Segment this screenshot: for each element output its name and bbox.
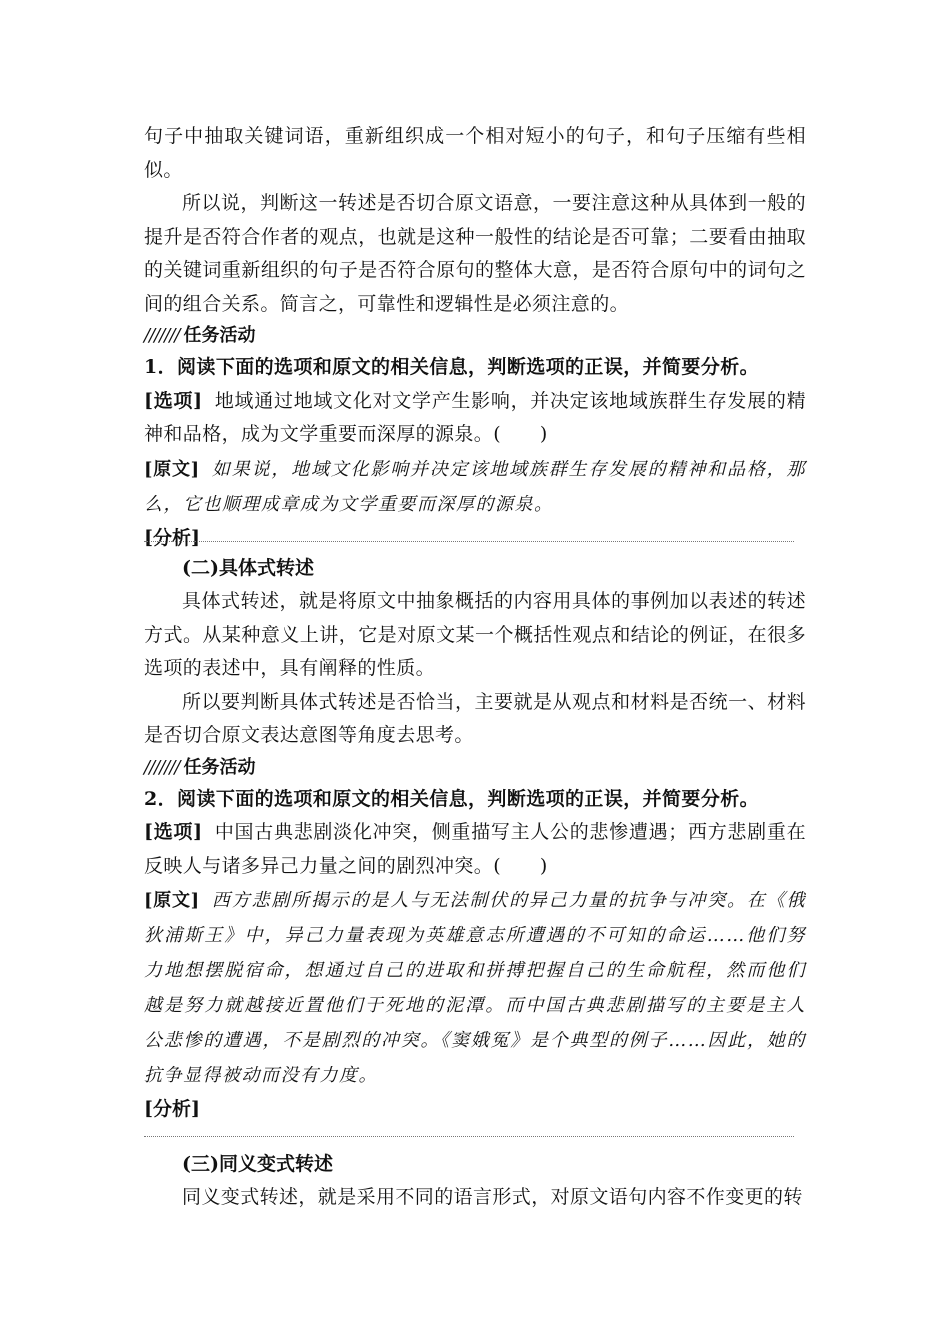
option-text: 地域通过地域文化对文学产生影响，并决定该地域族群生存发展的精神和品格，成为文学重要而深厚的源泉。( ) [144, 389, 806, 445]
source-text: 西方悲剧所揭示的是人与无法制伏的异己力量的抗争与冲突。在《俄狄浦斯王》中，异己力量表现为英雄意志所遭遇的不可知的命运……他们努力地想摆脱宿命，想通过自己的进取和拼搏把握自己的生命航程，然而他们越是努力就越接近置他们于死地的泥潭。而中国古典悲剧描写的主要是主人公悲惨的遭遇，不是剧烈的冲突。《窦娥冤》是个典型的例子……因此，她的抗争显得被动而没有力度。 [144, 890, 806, 1086]
paragraph: 所以要判断具体式转述是否恰当，主要就是从观点和材料是否统一、材料是否切合原文表达意图等角度去思考。 [144, 690, 806, 746]
section-title: (二)具体式转述 [182, 557, 314, 579]
task-marker: /////// [144, 756, 180, 778]
analysis-tag: [分析] [144, 1098, 200, 1120]
dotted-divider [144, 1136, 794, 1137]
section-three [144, 1148, 806, 1215]
option-text: 中国古典悲剧淡化冲突，侧重描写主人公的悲惨遭遇；西方悲剧重在反映人与诸多异己力量之间的剧烈冲突。( ) [144, 821, 806, 877]
paragraph: 句子中抽取关键词语，重新组织成一个相对短小的句子，和句子压缩有些相似。 [144, 125, 806, 181]
option-paragraph [144, 385, 806, 452]
section-one-continued [144, 120, 806, 555]
task-heading [144, 321, 806, 351]
option-tag: [选项] [144, 821, 203, 843]
question: 1．阅读下面的选项和原文的相关信息，判断选项的正误，并简要分析。 [144, 356, 760, 378]
task-heading [144, 753, 806, 783]
task-label: 任务活动 [183, 325, 256, 346]
analysis-tag: [分析] [144, 526, 200, 549]
source-paragraph [144, 452, 806, 522]
paragraph: 具体式转述，就是将原文中抽象概括的内容用具体的事例加以表述的转述方式。从某种意义上讲，它是对原文某一个概括性观点和结论的例证，在很多选项的表述中，具有阐释的性质。 [144, 590, 806, 679]
question: 2．阅读下面的选项和原文的相关信息，判断选项的正误，并简要分析。 [144, 787, 760, 810]
option-paragraph [144, 816, 806, 883]
task-marker: /////// [144, 325, 180, 346]
source-paragraph [144, 883, 806, 1093]
source-tag: [原文] [144, 890, 200, 911]
section-two [144, 552, 806, 1126]
task-label: 任务活动 [183, 756, 256, 778]
paragraph: 所以说，判断这一转述是否切合原文语意，一要注意这种从具体到一般的提升是否符合作者的观点，也就是这种一般性的结论是否可靠；二要看由抽取的关键词重新组织的句子是否符合原句的整体大意，是否符合原句中的词句之间的组合关系。简言之，可靠性和逻辑性是必须注意的。 [144, 192, 806, 315]
source-tag: [原文] [144, 458, 200, 480]
dotted-divider [144, 541, 794, 542]
paragraph: 同义变式转述，就是采用不同的语言形式，对原文语句内容不作变更的转 [182, 1186, 803, 1208]
option-tag: [选项] [144, 389, 203, 412]
section-title: (三)同义变式转述 [182, 1153, 333, 1175]
source-text: 如果说，地域文化影响并决定该地域族群生存发展的精神和品格，那么，它也顺理成章成为文学重要而深厚的源泉。 [144, 458, 806, 515]
